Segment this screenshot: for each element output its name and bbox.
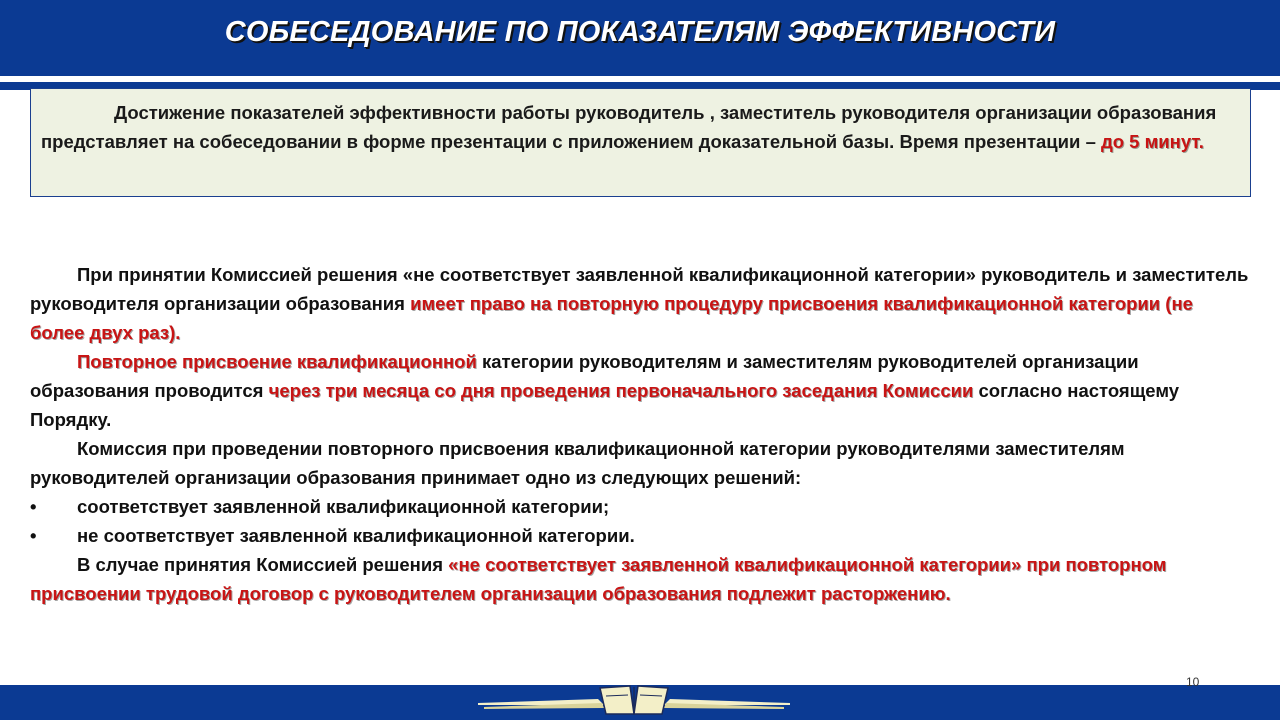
intro-text: Достижение показателей эффективности работы руководитель , заместитель руководителя организации образования представляет на собеседовании в форме презентации с приложением доказательной базы. Время презентации –: [41, 102, 1217, 152]
bullet-icon: •: [30, 496, 37, 517]
paragraph-2-highlight-1: Повторное присвоение квалификационной: [77, 351, 477, 372]
paragraph-3: [30, 434, 1252, 492]
paragraph-2-text-2: согласно настоящему Порядку.: [30, 380, 1180, 430]
paragraph-4-text: В случае принятия Комиссией решения: [77, 554, 449, 575]
list-item-text: соответствует заявленной квалификационной категории;: [77, 496, 610, 517]
paragraph-1-text: При принятии Комиссией решения «не соответствует заявленной квалификационной категории» руководитель и заместитель руководителя организации образования: [30, 264, 1249, 314]
paragraph-1-highlight: имеет право на повторную процедуру присвоения квалификационной категории (не более двух раз).: [30, 293, 1193, 343]
bullet-icon: •: [30, 525, 37, 546]
paragraph-1: [30, 260, 1252, 347]
slide-title: СОБЕСЕДОВАНИЕ ПО ПОКАЗАТЕЛЯМ ЭФФЕКТИВНОСТИ: [224, 16, 1056, 48]
paragraph-2: [30, 347, 1252, 434]
paragraph-4-highlight: «не соответствует заявленной квалификационной категории» при повторном присвоении трудовой договор с руководителем организации образования подлежит расторжению.: [30, 554, 1167, 604]
intro-time-highlight: до 5 минут.: [1101, 131, 1204, 152]
main-text: [30, 260, 1252, 608]
paragraph-2-highlight-2: через три месяца со дня проведения первоначального заседания Комиссии: [268, 380, 974, 401]
intro-box: [30, 88, 1251, 197]
paragraph-2-text-1: категории руководителям и заместителям руководителей организации образования проводится: [30, 351, 1139, 401]
list-item: [30, 521, 1252, 550]
list-item-text: не соответствует заявленной квалификационной категории.: [77, 525, 635, 546]
paragraph-3-text: Комиссия при проведении повторного присвоения квалификационной категории руководителями заместителям руководителей организации образования принимает одно из следующих решений:: [30, 438, 1125, 488]
paragraph-4: [30, 550, 1252, 608]
open-book-wings-icon: [478, 684, 790, 718]
slide-number: 10: [1186, 675, 1200, 689]
list-item: [30, 492, 1252, 521]
